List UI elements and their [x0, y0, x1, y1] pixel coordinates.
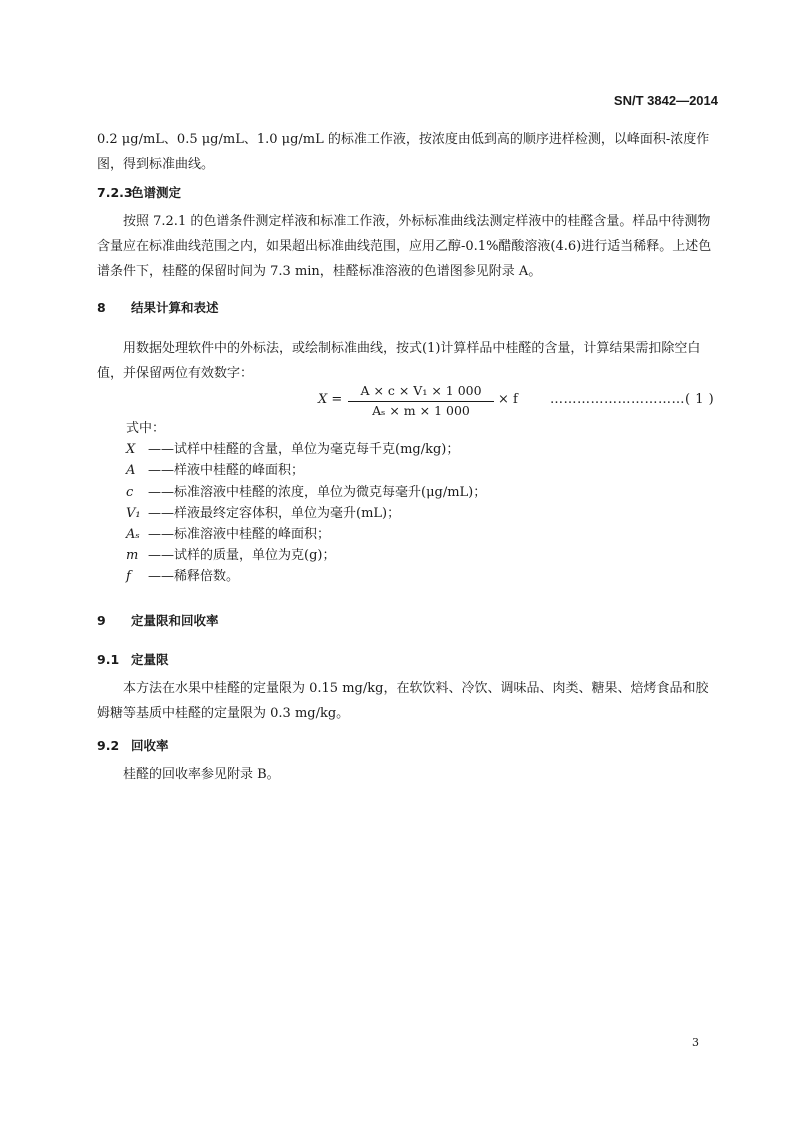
definition-symbol: m — [126, 548, 139, 564]
where-label: 式中： — [126, 421, 166, 436]
heading-number: 9.2 — [97, 738, 120, 753]
definition-row — [126, 503, 486, 524]
formula-1 — [318, 383, 738, 423]
definition-row — [126, 524, 486, 545]
definition-text: ——试样的质量，单位为克(g)； — [148, 548, 336, 564]
heading-title: 色谱测定 — [131, 185, 182, 200]
symbol-definitions — [126, 418, 486, 588]
heading-number: 7.2.3 — [97, 185, 133, 200]
heading-title: 定量限和回收率 — [131, 613, 219, 628]
heading-9 — [97, 611, 219, 629]
formula-numerator: A × c × V₁ × 1 000 — [360, 383, 482, 398]
definition-symbol: Aₛ — [126, 527, 140, 543]
definition-symbol: c — [126, 484, 134, 500]
paragraph-9-2: 桂醛的回收率参见附录 B。 — [123, 767, 280, 782]
heading-title: 回收率 — [131, 738, 169, 753]
definition-text: ——样液最终定容体积，单位为毫升(mL)； — [148, 505, 401, 521]
definition-text: ——标准溶液中桂醛的峰面积； — [148, 527, 331, 543]
fraction-bar — [348, 401, 494, 402]
definition-row — [126, 545, 486, 566]
heading-number: 9.1 — [97, 652, 120, 667]
definition-symbol: f — [126, 569, 131, 585]
heading-9-1 — [97, 650, 169, 668]
standard-number: SN/T 3842—2014 — [613, 93, 718, 108]
equation-number: …………………………( 1 ) — [550, 392, 715, 407]
heading-title: 定量限 — [131, 652, 169, 667]
heading-title: 结果计算和表述 — [131, 300, 219, 315]
heading-9-2 — [97, 736, 169, 754]
continuation-paragraph: 0.2 μg/mL、0.5 μg/mL、1.0 μg/mL 的标准工作液，按浓度由低到高的顺序进样检测，以峰面积-浓度作图，得到标准曲线。 — [97, 132, 710, 172]
heading-8 — [97, 298, 219, 316]
definition-row — [126, 439, 486, 460]
paragraph-9-1: 本方法在水果中桂醛的定量限为 0.15 mg/kg，在软饮料、冷饮、调味品、肉类、糖果、焙烤食品和胶姆糖等基质中桂醛的定量限为 0.3 mg/kg。 — [97, 681, 709, 721]
definition-row — [126, 460, 486, 481]
definition-symbol: V₁ — [126, 505, 141, 521]
definition-row — [126, 566, 486, 587]
page-number: 3 — [692, 1036, 699, 1049]
definition-text: ——样液中桂醛的峰面积； — [148, 463, 305, 479]
definition-text: ——稀释倍数。 — [148, 569, 240, 585]
formula-denominator: Aₛ × m × 1 000 — [372, 403, 470, 418]
paragraph-7-2-3: 按照 7.2.1 的色谱条件测定样液和标准工作液，外标标准曲线法测定样液中的桂醛含量。样品中待测物含量应在标准曲线范围之内，如果超出标准曲线范围，应用乙醇-0.1%醋酸溶液(4.6)进行适当稀释。上述色谱条件下，桂醛的保留时间为 7.3 min，桂醛标准溶液的色谱图参见附录 A。 — [97, 214, 712, 279]
heading-number: 9 — [97, 613, 106, 628]
definition-symbol: X — [126, 442, 136, 458]
definition-text: ——试样中桂醛的含量，单位为毫克每千克(mg/kg)； — [148, 442, 460, 458]
formula-tail: × f — [498, 392, 518, 407]
heading-7-2-3 — [97, 183, 181, 201]
paragraph-8: 用数据处理软件中的外标法，或绘制标准曲线，按式(1)计算样品中桂醛的含量，计算结果需扣除空白值，并保留两位有效数字： — [97, 341, 701, 381]
definition-symbol: A — [126, 463, 136, 479]
formula-lhs: X = — [318, 392, 343, 407]
heading-number: 8 — [97, 300, 106, 315]
definition-text: ——标准溶液中桂醛的浓度，单位为微克每毫升(μg/mL)； — [148, 484, 487, 500]
definition-row — [126, 482, 486, 503]
